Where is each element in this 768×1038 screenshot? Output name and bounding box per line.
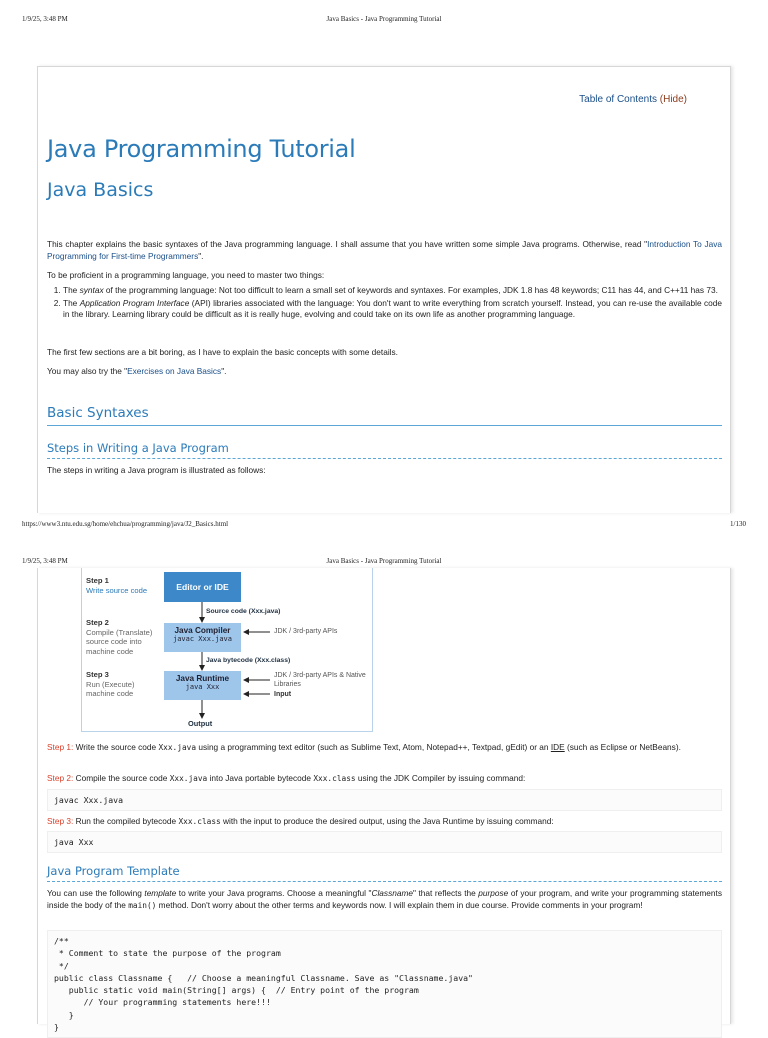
- runtime-box: Java Runtime java Xxx: [164, 671, 241, 700]
- ide-abbr: IDE: [550, 742, 565, 752]
- diagram-step-3: Step 3 Run (Execute) machine code: [86, 670, 135, 699]
- list-item: 2. The Application Program Interface (API) libraries associated with the language: You don't want to write everything from scratch yourself. Instead, you can re-use the available code in the library. Learning library could be difficult as it is really huge, evolving and could take on its own life as another programming language.: [63, 298, 722, 321]
- template-code-block: /** * Comment to state the purpose of the program */ public class Classname { // Choose a meaningful Classname. Save as "Classname.java" public static void main(String[] args) { // Entry point of the program // Your programming statements here!!! } }: [47, 930, 722, 1038]
- jdk-native-label: JDK / 3rd-party APIs & Native Libraries: [274, 672, 366, 688]
- print-datetime: 1/9/25, 3:48 PM: [22, 557, 68, 565]
- print-doc-title: Java Basics - Java Programming Tutorial: [326, 15, 442, 23]
- diagram-step-1: Step 1 Write source code: [86, 576, 148, 595]
- intro-link[interactable]: Introduction To Java Programming for First-time Programmers: [47, 239, 723, 261]
- page-content-2: [37, 568, 731, 1033]
- print-doc-title: Java Basics - Java Programming Tutorial: [326, 557, 442, 565]
- java-command: java Xxx: [47, 831, 722, 853]
- proficient-paragraph: To be proficient in a programming language, you need to master two things:: [47, 270, 325, 280]
- output-label: Output: [188, 719, 213, 728]
- editor-box: Editor or IDE: [164, 572, 241, 602]
- subsection-heading-steps: Steps in Writing a Java Program: [47, 441, 722, 459]
- print-url: https://www3.ntu.edu.sg/home/ehchua/programming/java/J2_Basics.html: [22, 520, 229, 528]
- bytecode-label: Java bytecode (Xxx.class): [206, 657, 291, 664]
- compiler-box: Java Compiler javac Xxx.java: [164, 623, 241, 652]
- page-content-1: [37, 66, 731, 513]
- toc-link[interactable]: Table of Contents: [579, 94, 657, 105]
- page-title: Java Programming Tutorial: [47, 135, 356, 163]
- steps-intro: The steps in writing a Java program is illustrated as follows:: [47, 465, 266, 475]
- javac-command: javac Xxx.java: [47, 789, 722, 811]
- requirements-list: [47, 285, 722, 322]
- section-heading-basic-syntaxes: Basic Syntaxes: [47, 405, 722, 426]
- template-paragraph: You can use the following template to write your Java programs. Choose a meaningful "Classname" that reflects the purpose of your program, and write your programming statements inside the body of the main() method. Don't worry about the other terms and keywords now. I will explain them in due course. Provide comments in your program!: [47, 888, 722, 910]
- intro-paragraph: This chapter explains the basic syntaxes of the Java programming language. I shall assume that you have written some simple Java programs. Otherwise, read "Introduction To Java Programming for First-time Programmers".: [47, 239, 723, 261]
- list-item: 1. The syntax of the programming language: Not too difficult to learn a small set of keywords and syntaxes. For examples, JDK 1.8 has 48 keywords; C11 has 44, and C++11 has 73.: [63, 285, 722, 297]
- diagram-step-2: Step 2 Compile (Translate) source code into machine code: [86, 618, 153, 656]
- source-code-label: Source code (Xxx.java): [206, 608, 281, 615]
- step1-paragraph: Step 1: Write the source code Xxx.java using a programming text editor (such as Sublime Text, Atom, Notepad++, Textpad, gEdit) or an IDE (such as Eclipse or NetBeans).: [47, 742, 681, 752]
- jdk-apis-label: JDK / 3rd-party APIs: [274, 628, 338, 635]
- boring-paragraph: The first few sections are a bit boring, as I have to explain the basic concepts with some details.: [47, 347, 398, 357]
- exercises-link[interactable]: Exercises on Java Basics: [127, 366, 222, 376]
- print-datetime: 1/9/25, 3:48 PM: [22, 15, 68, 23]
- input-label: Input: [274, 691, 292, 698]
- subsection-heading-template: Java Program Template: [47, 864, 722, 882]
- exercises-paragraph: You may also try the "Exercises on Java Basics".: [47, 366, 227, 376]
- toc-hide-link[interactable]: (Hide): [659, 94, 687, 105]
- step3-paragraph: Step 3: Run the compiled bytecode Xxx.class with the input to produce the desired output, using the Java Runtime by issuing command:: [47, 816, 554, 826]
- java-workflow-diagram: [81, 568, 373, 732]
- page-subtitle: Java Basics: [47, 179, 154, 201]
- step2-paragraph: Step 2: Compile the source code Xxx.java into Java portable bytecode Xxx.class using the JDK Compiler by issuing command:: [47, 773, 526, 783]
- print-page-number: 1/130: [730, 520, 746, 528]
